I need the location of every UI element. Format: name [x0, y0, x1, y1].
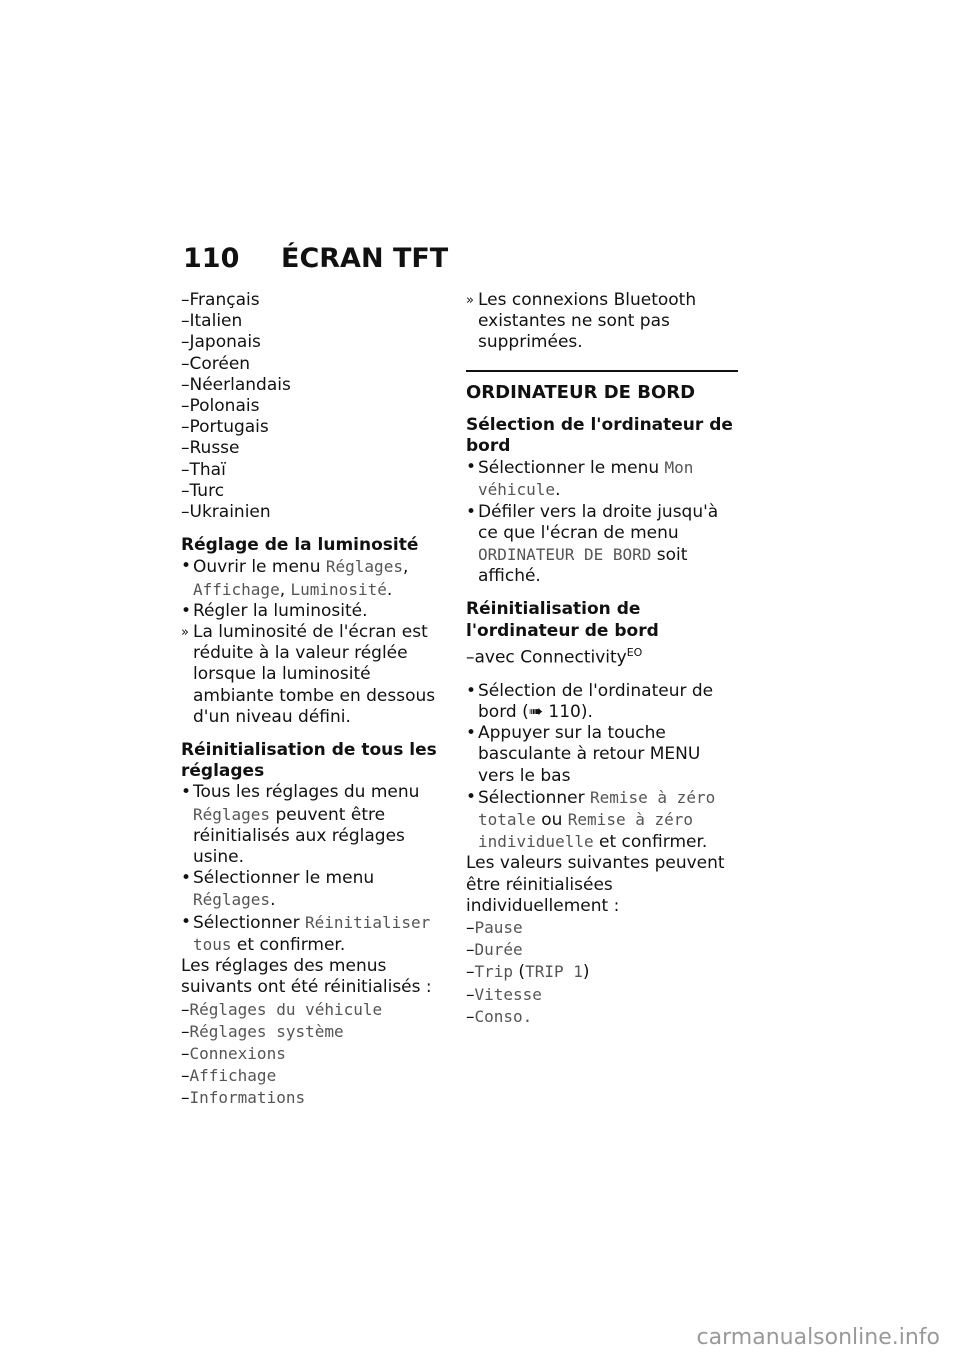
list-item: – Italien: [181, 311, 446, 332]
bullet-icon: •: [466, 786, 477, 807]
bullet-icon: •: [181, 600, 192, 621]
list-item: – Russe: [181, 438, 446, 459]
reset-paragraph: Les valeurs suivantes peuvent être réinitialisées individuellement :: [466, 853, 725, 916]
list-item: – Conso.: [466, 1006, 738, 1028]
result-arrow-icon: »: [466, 293, 474, 308]
list-item: – Informations: [181, 1087, 446, 1109]
bullet-icon: •: [466, 680, 477, 701]
section-title: ORDINATEUR DE BORD: [466, 381, 696, 403]
bullet-icon: •: [466, 457, 477, 478]
reset-all-step-2: • Sélectionner le menu Réglages.: [181, 868, 375, 911]
reset-menu-list: [181, 999, 446, 1110]
select-step-1: • Sélectionner le menu Mon véhicule.: [466, 457, 694, 501]
list-item: – Trip (TRIP 1): [466, 961, 738, 983]
list-item: – Turc: [181, 481, 446, 502]
bullet-icon: •: [466, 723, 477, 744]
list-item: – Japonais: [181, 332, 446, 353]
list-item: – Français: [181, 290, 446, 311]
bullet-icon: •: [181, 868, 192, 889]
list-item: – Néerlandais: [181, 375, 446, 396]
page-title: ÉCRAN TFT: [281, 243, 449, 274]
bullet-icon: •: [181, 556, 192, 577]
brightness-step-2: • Régler la luminosité.: [181, 600, 368, 621]
brightness-result: » La luminosité de l'écran est réduite à la valeur réglée lorsque la luminosité ambiante tombe en dessous d'un niveau défini.: [181, 622, 436, 727]
left-column: [181, 290, 446, 1110]
bullet-icon: •: [181, 782, 192, 803]
list-item: – Pause: [466, 917, 738, 939]
reset-all-paragraph: Les réglages des menus suivants ont été réinitialisés :: [181, 956, 432, 998]
reset-all-heading: Réinitialisation de tous les réglages: [181, 740, 437, 782]
list-item: – Réglages système: [181, 1021, 446, 1043]
language-list: [181, 290, 446, 523]
list-item: – Ukrainien: [181, 502, 446, 523]
bluetooth-result: » Les connexions Bluetooth existantes ne sont pas supprimées.: [466, 290, 697, 353]
brightness-heading: Réglage de la luminosité: [181, 535, 419, 556]
page-number: 110: [183, 243, 240, 274]
list-item: – Polonais: [181, 396, 446, 417]
list-item: – Coréen: [181, 354, 446, 375]
result-arrow-icon: »: [181, 625, 189, 641]
list-item: – Portugais: [181, 417, 446, 438]
bullet-icon: •: [466, 501, 477, 522]
reset-all-step-3: • Sélectionner Réinitialiser tous et confirmer.: [181, 911, 431, 955]
page-header: [183, 243, 448, 274]
reset-values-list: [466, 917, 738, 1028]
list-item: – Thaï: [181, 460, 446, 481]
list-item: – Réglages du véhicule: [181, 999, 446, 1021]
reset-all-step-1: • Tous les réglages du menu Réglages peuvent être réinitialisés aux réglages usine.: [181, 782, 420, 868]
list-item: – Connexions: [181, 1043, 446, 1065]
list-item: – Affichage: [181, 1065, 446, 1087]
reset-heading: Réinitialisation de l'ordinateur de bord: [466, 599, 659, 641]
reset-step-2: • Appuyer sur la touche basculante à retour MENU vers le bas: [466, 723, 701, 786]
reset-step-3: • Sélectionner Remise à zéro totale ou Remise à zéro individuelle et confirmer.: [466, 786, 716, 853]
list-item: – Durée: [466, 939, 738, 961]
list-item: – Vitesse: [466, 984, 738, 1006]
section-divider: [466, 370, 738, 403]
bullet-icon: •: [181, 911, 192, 932]
page-reference-arrow-icon: ➠: [528, 701, 543, 722]
reset-condition: –avec Connectivity$^{EO}$: [466, 645, 643, 668]
select-step-2: • Défiler vers la droite jusqu'à ce que l'écran de menu ORDINATEUR DE BORD soit affiché.: [466, 501, 719, 587]
reset-step-1: • Sélection de l'ordinateur de bord (➠ 110).: [466, 680, 714, 722]
select-heading: Sélection de l'ordinateur de bord: [466, 414, 733, 457]
watermark: carmanualsonline.info: [696, 1325, 940, 1350]
brightness-step-1: • Ouvrir le menu Réglages, Affichage, Luminosité.: [181, 556, 409, 600]
right-column: [466, 290, 738, 1028]
